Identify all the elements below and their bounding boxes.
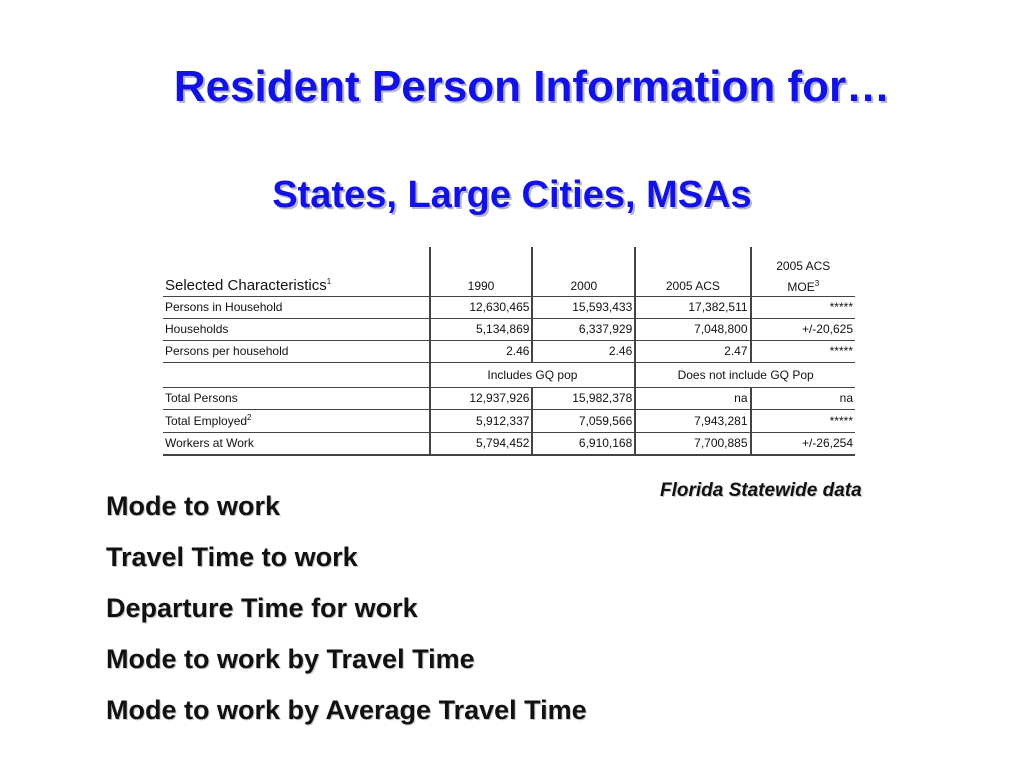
slide-title bbox=[0, 62, 1024, 112]
characteristics-table-image bbox=[163, 247, 855, 456]
table-caption: Florida Statewide data bbox=[660, 480, 862, 501]
list-item: Mode to work by Travel Time bbox=[106, 644, 475, 674]
table-row: Households 5,134,869 6,337,929 7,048,800 +/-20,625 bbox=[163, 318, 855, 340]
table-row: Total Employed$^2$ 5,912,337 7,059,566 7,943,281 ***** bbox=[163, 409, 855, 432]
table-row: Workers at Work 5,794,452 6,910,168 7,700,885 +/-26,254 bbox=[163, 432, 855, 455]
list-item: Mode to work bbox=[106, 491, 280, 521]
table-row: Total Persons 12,937,926 15,982,378 na na bbox=[163, 387, 855, 409]
header-moe: 2005 ACS MOE$^3$ bbox=[751, 247, 855, 297]
note-excludes-gq: Does not include GQ Pop bbox=[635, 362, 855, 387]
topic-list bbox=[106, 488, 587, 743]
table-row: Persons in Household 12,630,465 15,593,433 17,382,511 ***** bbox=[163, 297, 855, 319]
header-2000: 2000 bbox=[532, 247, 635, 297]
list-item: Mode to work by Average Travel Time bbox=[106, 695, 587, 725]
table-note-row bbox=[163, 362, 855, 387]
slide-title-text: Resident Person Information for… bbox=[173, 62, 891, 111]
list-item: Travel Time to work bbox=[106, 542, 358, 572]
table-row: Persons per household 2.46 2.46 2.47 ***** bbox=[163, 340, 855, 362]
header-characteristics: Selected Characteristics$^1$ bbox=[163, 247, 430, 297]
note-includes-gq: Includes GQ pop bbox=[430, 362, 636, 387]
header-2005-acs: 2005 ACS bbox=[635, 247, 750, 297]
table-header-row bbox=[163, 247, 855, 297]
list-item: Departure Time for work bbox=[106, 593, 418, 623]
characteristics-table bbox=[163, 247, 855, 456]
slide-subtitle: States, Large Cities, MSAs bbox=[272, 174, 752, 216]
header-1990: 1990 bbox=[430, 247, 533, 297]
